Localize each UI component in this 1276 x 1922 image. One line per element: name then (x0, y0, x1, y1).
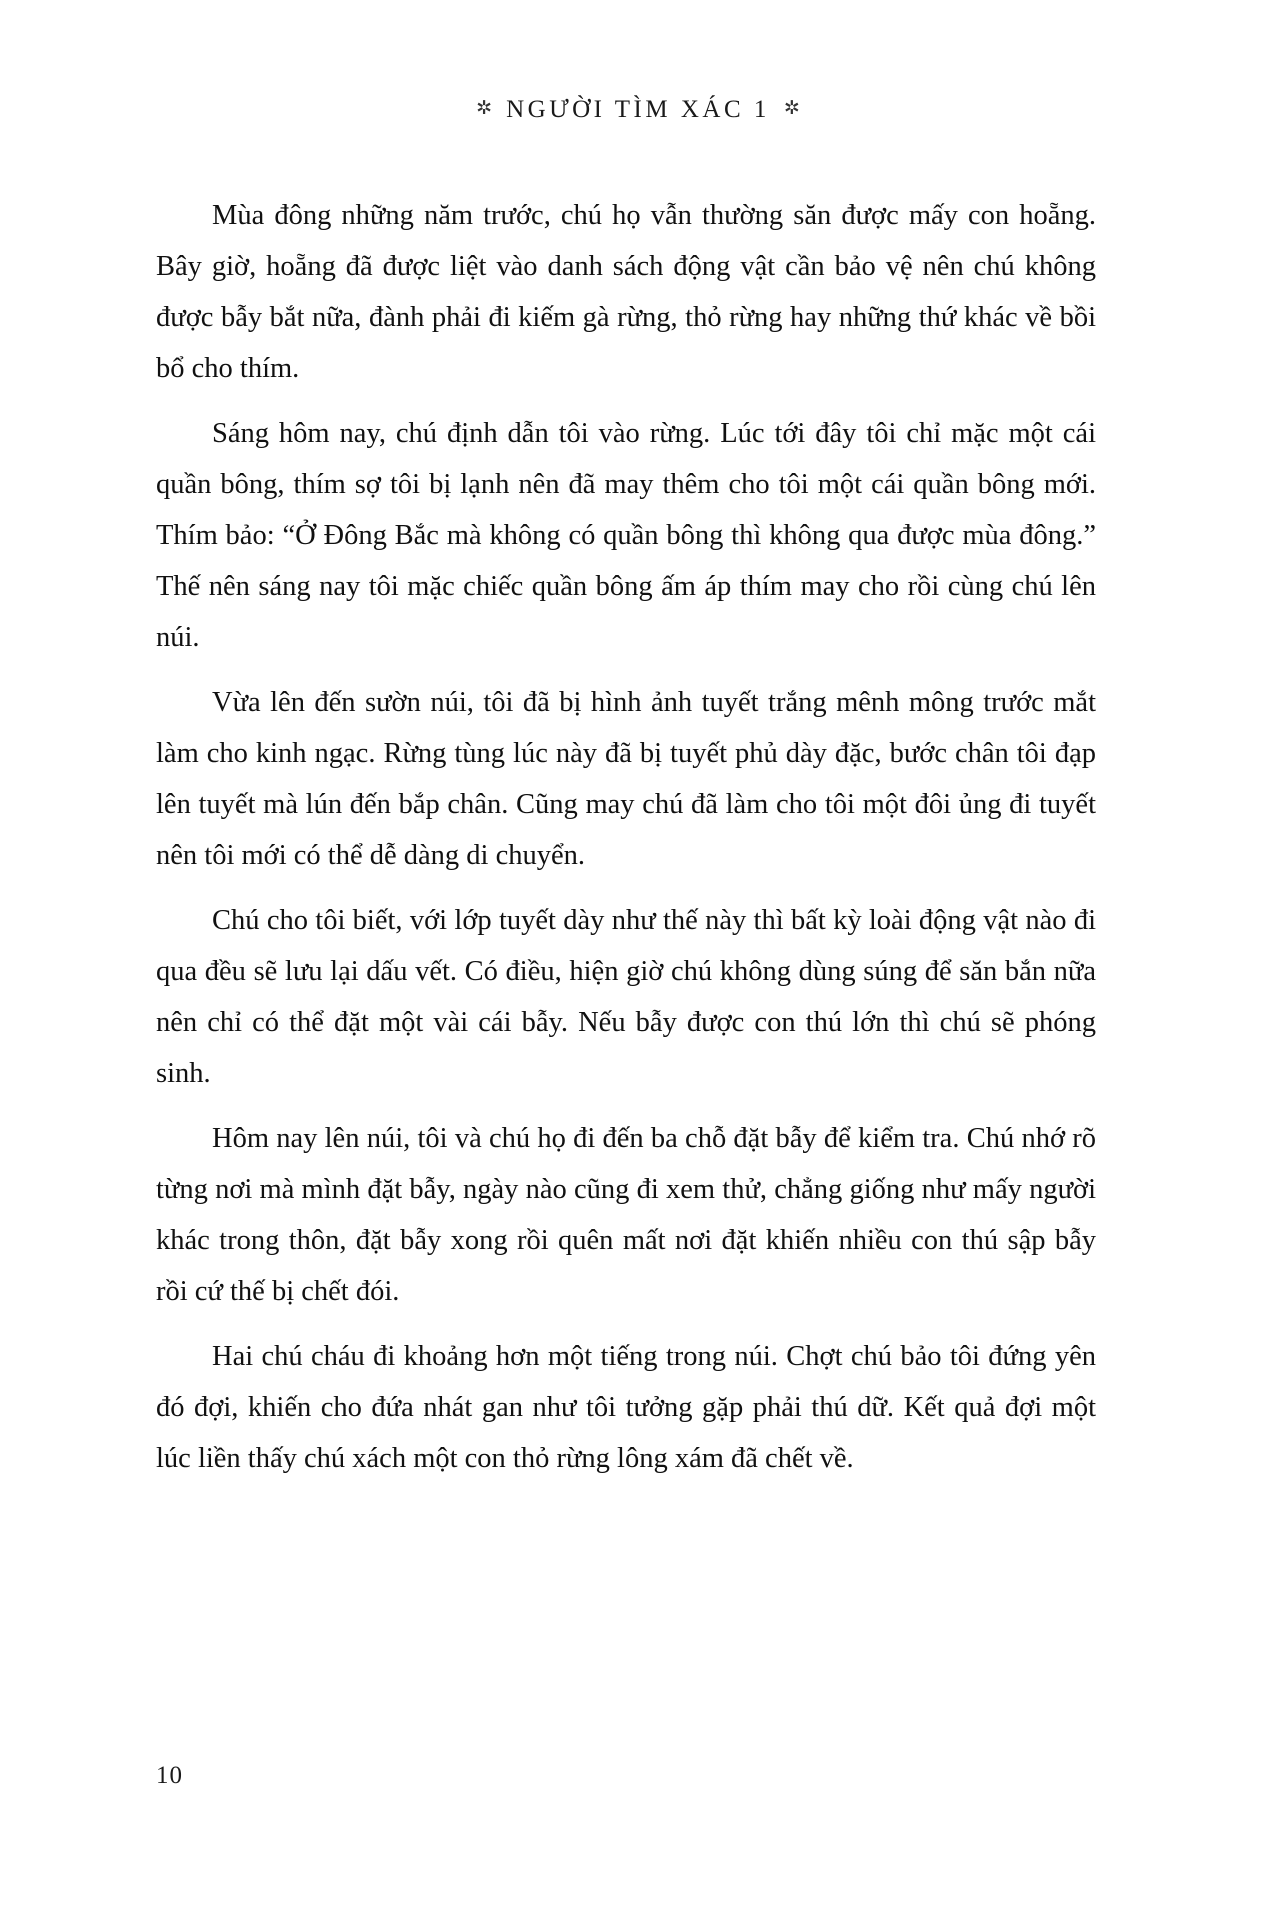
paragraph: Hôm nay lên núi, tôi và chú họ đi đến ba chỗ đặt bẫy để kiểm tra. Chú nhớ rõ từng nơi mà mình đặt bẫy, ngày nào cũng đi xem thử, chẳng giống như mấy người khác trong thôn, đặt bẫy xong rồi quên mất nơi đặt khiến nhiều con thú sập bẫy rồi cứ thế bị chết đói. (156, 1123, 1096, 1307)
ornament-right-icon: ✲ (783, 98, 800, 119)
paragraph: Sáng hôm nay, chú định dẫn tôi vào rừng. Lúc tới đây tôi chỉ mặc một cái quần bông, thím sợ tôi bị lạnh nên đã may thêm cho tôi một cái quần bông mới. Thím bảo: “Ở Đông Bắc mà không có quần bông thì không qua được mùa đông.” Thế nên sáng nay tôi mặc chiếc quần bông ấm áp thím may cho rồi cùng chú lên núi. (156, 418, 1096, 653)
paragraph: Vừa lên đến sườn núi, tôi đã bị hình ảnh tuyết trắng mênh mông trước mắt làm cho kinh ngạc. Rừng tùng lúc này đã bị tuyết phủ dày đặc, bước chân tôi đạp lên tuyết mà lún đến bắp chân. Cũng may chú đã làm cho tôi một đôi ủng đi tuyết nên tôi mới có thể dễ dàng di chuyển. (156, 687, 1096, 871)
body-text (156, 190, 1096, 1484)
paragraph: Mùa đông những năm trước, chú họ vẫn thường săn được mấy con hoẵng. Bây giờ, hoẵng đã được liệt vào danh sách động vật cần bảo vệ nên chú không được bẫy bắt nữa, đành phải đi kiếm gà rừng, thỏ rừng hay những thứ khác về bồi bổ cho thím. (156, 200, 1096, 384)
ornament-left-icon: ✲ (476, 98, 493, 119)
paragraph: Hai chú cháu đi khoảng hơn một tiếng trong núi. Chợt chú bảo tôi đứng yên đó đợi, khiến cho đứa nhát gan như tôi tưởng gặp phải thú dữ. Kết quả đợi một lúc liền thấy chú xách một con thỏ rừng lông xám đã chết về. (156, 1341, 1096, 1474)
running-head-title: NGƯỜI TÌM XÁC 1 (506, 96, 770, 123)
page-number: 10 (156, 1762, 183, 1789)
running-head (0, 96, 1276, 124)
paragraph: Chú cho tôi biết, với lớp tuyết dày như thế này thì bất kỳ loài động vật nào đi qua đều sẽ lưu lại dấu vết. Có điều, hiện giờ chú không dùng súng để săn bắn nữa nên chỉ có thể đặt một vài cái bẫy. Nếu bẫy được con thú lớn thì chú sẽ phóng sinh. (156, 905, 1096, 1089)
